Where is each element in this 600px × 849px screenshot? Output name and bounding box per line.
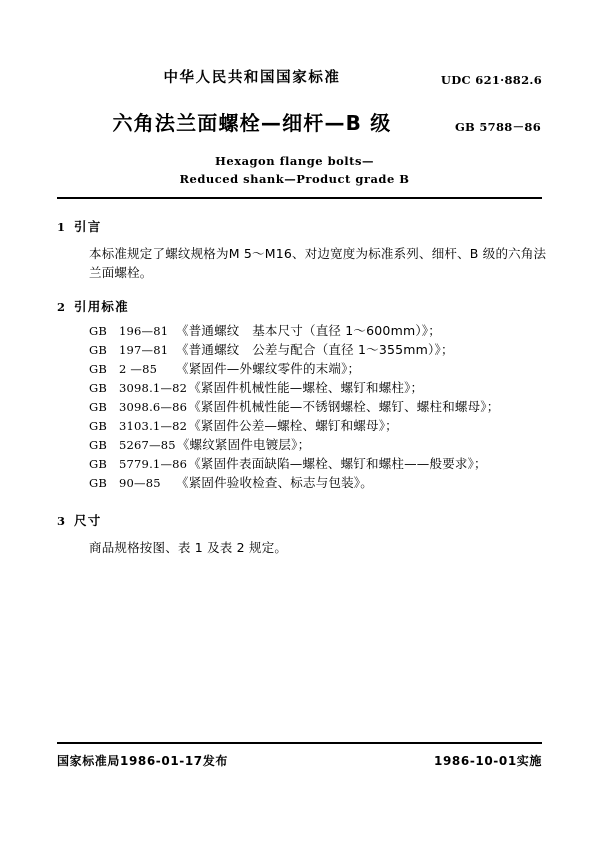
section-spacer <box>57 282 547 299</box>
reference-number: 5779.1—86 <box>119 457 188 472</box>
reference-title: 《紧固件—外螺纹零件的末端》； <box>176 361 361 377</box>
document-header <box>57 70 542 189</box>
section-introduction <box>57 219 547 282</box>
document-footer <box>57 752 542 769</box>
reference-code <box>89 478 175 490</box>
list-item <box>89 401 547 414</box>
list-item <box>89 439 547 452</box>
section-introduction-heading <box>57 219 547 236</box>
section-dimensions-heading <box>57 513 547 530</box>
section-introduction-title: 引言 <box>74 219 102 234</box>
reference-title: 《紧固件公差—螺栓、螺钉和螺母》； <box>188 418 398 434</box>
footer-effective-date: 1986-10-01实施 <box>434 754 542 768</box>
reference-label: GB <box>89 343 108 358</box>
reference-number: 90—85 <box>119 476 161 491</box>
reference-title: 《紧固件机械性能—不锈钢螺栓、螺钉、螺柱和螺母》； <box>188 399 500 415</box>
reference-code <box>89 459 187 471</box>
list-item <box>89 382 547 395</box>
reference-label: GB <box>89 476 108 491</box>
section-spacer <box>57 496 547 513</box>
reference-title: 《紧固件表面缺陷—螺栓、螺钉和螺柱——般要求》； <box>188 456 487 472</box>
reference-code <box>89 383 187 395</box>
reference-title: 《普通螺纹 公差与配合（直径 1～355mm）》； <box>176 342 454 358</box>
reference-code <box>89 364 175 376</box>
reference-code <box>89 402 187 414</box>
reference-label: GB <box>89 438 108 453</box>
udc-code: UDC 621·882.6 <box>440 73 542 87</box>
list-item <box>89 458 547 471</box>
footer-divider <box>57 742 542 744</box>
section-references-title: 引用标准 <box>74 299 129 315</box>
reference-code <box>89 421 187 433</box>
reference-number: 3098.1—82 <box>119 381 188 396</box>
reference-label: GB <box>89 324 108 339</box>
reference-title: 《普通螺纹 基本尺寸（直径 1～600mm）》； <box>176 323 441 339</box>
english-title-line-1: Hexagon flange bolts— <box>215 154 374 169</box>
reference-number: 3098.6—86 <box>119 400 188 415</box>
list-item <box>89 420 547 433</box>
english-title-line-2: Reduced shank—Product grade B <box>179 172 410 187</box>
reference-standards-list <box>89 325 547 490</box>
reference-label: GB <box>89 381 108 396</box>
document-body <box>57 219 547 558</box>
reference-code <box>89 440 176 452</box>
section-dimensions <box>57 513 547 558</box>
reference-number: 196—81 <box>119 324 169 339</box>
reference-title: 《紧固件机械性能—螺栓、螺钉和螺柱》； <box>188 380 424 396</box>
reference-label: GB <box>89 457 108 472</box>
reference-number: 3103.1—82 <box>119 419 188 434</box>
reference-number: 2 —85 <box>119 362 158 377</box>
reference-code <box>89 345 175 357</box>
national-standard-label: 中华人民共和国国家标准 <box>163 70 341 86</box>
reference-number: 197—81 <box>119 343 169 358</box>
reference-label: GB <box>89 400 108 415</box>
list-item <box>89 363 547 376</box>
reference-label: GB <box>89 419 108 434</box>
reference-code <box>89 326 175 338</box>
reference-title: 《紧固件验收检查、标志与包装》。 <box>176 475 373 491</box>
reference-title: 《螺纹紧固件电镀层》； <box>176 437 311 453</box>
footer-issued-date: 国家标准局1986-01-17发布 <box>57 754 228 768</box>
section-introduction-number: 1 <box>57 220 66 234</box>
section-dimensions-title: 尺寸 <box>74 513 102 529</box>
gb-standard-code: GB 5788－86 <box>454 120 541 134</box>
section-references-number: 2 <box>57 300 66 315</box>
header-divider <box>57 197 542 199</box>
page-title: 六角法兰面螺栓—细杆—B 级 <box>112 111 392 136</box>
reference-number: 5267—85 <box>119 438 176 453</box>
section-references-heading <box>57 299 547 316</box>
section-introduction-paragraph: 本标准规定了螺纹规格为M 5～M16、对边宽度为标准系列、细杆、B 级的六角法兰面螺栓。 <box>89 245 547 280</box>
section-references <box>57 299 547 489</box>
section-dimensions-number: 3 <box>57 514 66 529</box>
reference-label: GB <box>89 362 108 377</box>
list-item <box>89 344 547 357</box>
section-dimensions-paragraph: 商品规格按图、表 1 及表 2 规定。 <box>89 540 288 556</box>
list-item <box>89 325 547 338</box>
english-title <box>57 153 542 189</box>
list-item <box>89 477 547 490</box>
